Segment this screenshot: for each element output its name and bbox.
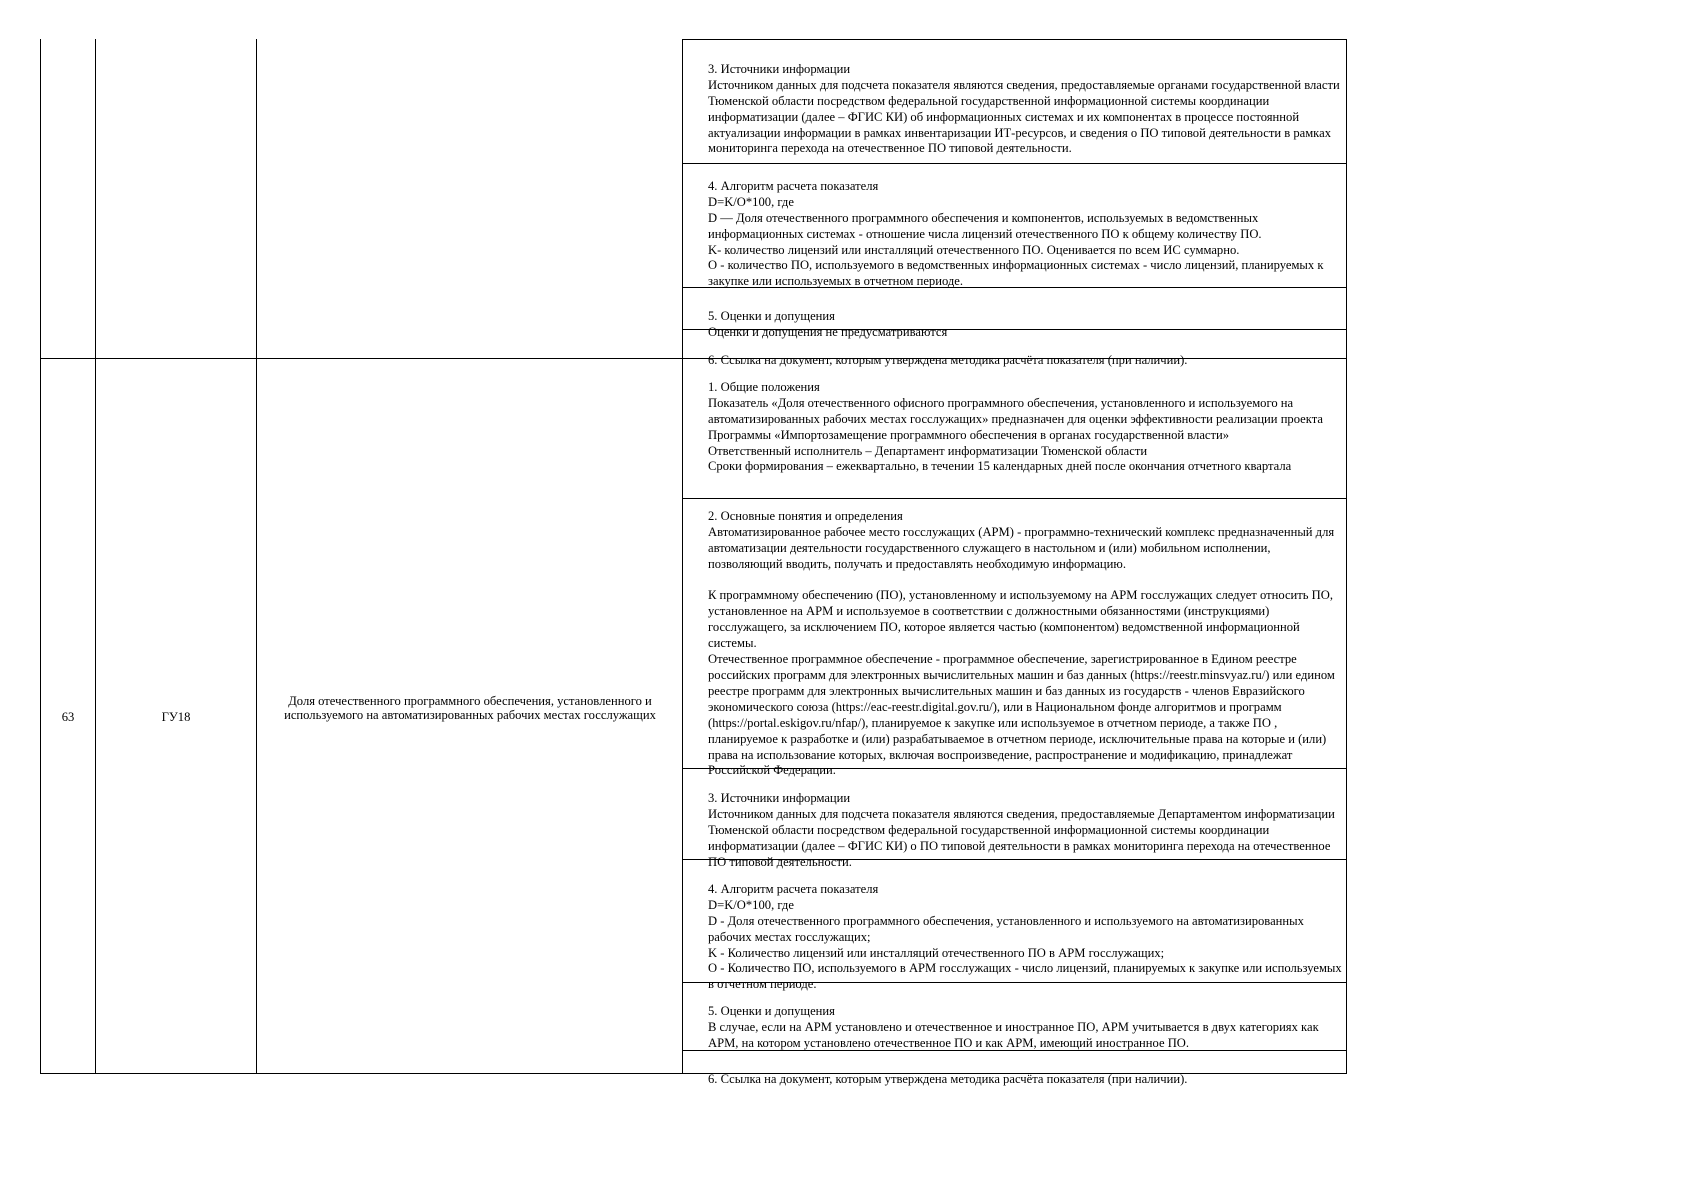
methodology-section-sources xyxy=(708,46,1346,162)
section-title: 5. Оценки и допущения xyxy=(708,308,835,323)
methodology-section-general xyxy=(708,364,1346,497)
section-title: 6. Ссылка на документ, которым утверждена методика расчёта показателя (при наличии). xyxy=(708,352,1188,367)
methodology-section-assumptions xyxy=(708,988,1346,1050)
section-body: Источником данных для подсчета показателя являются сведения, предоставляемые Департаментом информатизации Тюменской области посредством федеральной государственной информационной системы координации информатизации (далее – ФГИС КИ) о ПО типовой деятельности в рамках мониторинга перехода на отечественное ПО типовой деятельности. xyxy=(708,806,1335,869)
methodology-section-reference xyxy=(708,337,1346,367)
section-divider xyxy=(682,39,1347,40)
section-body: D=K/O*100, где D — Доля отечественного программного обеспечения и компонентов, используемых в ведомственных информационных системах - отношение числа лицензий отечественного ПО к общему количеству ПО. K- количество лицензий или инсталляций отечественного ПО. Оценивается по всем ИС суммарно. O - количество ПО, используемого в ведомственных информационных системах - число лицензий, планируемых к закупке или используемых в отчетном периоде. xyxy=(708,194,1324,289)
section-body: Оценки и допущения не предусматриваются xyxy=(708,324,948,339)
section-title: 5. Оценки и допущения xyxy=(708,1003,835,1018)
section-title: 6. Ссылка на документ, которым утверждена методика расчёта показателя (при наличии). xyxy=(708,1071,1188,1086)
section-body: В случае, если на АРМ установлено и отечественное и иностранное ПО, АРМ учитывается в двух категориях как АРМ, на котором установлено отечественное ПО и как АРМ, имеющий иностранное ПО. xyxy=(708,1019,1319,1050)
indicator-name: Доля отечественного программного обеспечения, установленного и используемого на автоматизированных рабочих местах госслужащих xyxy=(284,694,656,723)
indicator-code: ГУ18 xyxy=(161,710,191,724)
methodology-section-algorithm xyxy=(708,163,1346,289)
col-divider-name xyxy=(682,39,683,1074)
section-body: Показатель «Доля отечественного офисного программного обеспечения, установленного и используемого на автоматизированных рабочих местах госслужащих» предназначен для оценки эффективности реализации проекта Программы «Импортозамещение программного обеспечения в органах государственной власти» Ответственный исполнитель – Департамент информатизации Тюменской области Сроки формирования – ежеквартально, в течении 15 календарных дней после окончания отчетного квартала xyxy=(708,395,1323,474)
section-title: 4. Алгоритм расчета показателя xyxy=(708,881,879,896)
col-divider-code xyxy=(256,39,257,1074)
methodology-section-algorithm xyxy=(708,866,1346,992)
methodology-section-definitions xyxy=(708,493,1346,778)
methodology-section-sources xyxy=(708,775,1346,869)
section-title: 4. Алгоритм расчета показателя xyxy=(708,178,879,193)
section-title: 3. Источники информации xyxy=(708,790,851,805)
methodology-section-reference xyxy=(708,1056,1346,1086)
section-title: 3. Источники информации xyxy=(708,61,851,76)
col-divider-number xyxy=(95,39,96,1074)
section-body: Автоматизированное рабочее место госслужащих (АРМ) - программно-технический комплекс предназначенный для автоматизации деятельности государственного служащего в настольном и (или) мобильном исполнении, позволяющий вводить, получать и предоставлять необходимую информацию. К программному обеспечению (ПО), установленному и используемому на АРМ госслужащих следует относить ПО, установленное на АРМ и используемое в соответствии с должностными обязанностями (инструкциями) госслужащего, за исключением ПО, которое является частью (компонентом) ведомственной информационной системы. Отечественное программное обеспечение - программное обеспечение, зарегистрированное в Едином реестре российских программ для электронных вычислительных машин и баз данных (https://reestr.minsvyaz.ru/) или едином реестре программ для электронных вычислительных машин и баз данных из государств - членов Евразийского экономического союза (https://eac-reestr.digital.gov.ru/), или в Национальном фонде алгоритмов и программ (https://portal.eskigov.ru/nfap/), планируемое к закупке или используемое в отчетном периоде, а также ПО , планируемое к разработке и (или) разрабатываемое в отчетном периоде, исключительные права на которые и (или) права на использование которых, включая воспроизведение, распространение и модификацию, принадлежат Российской Федерации. xyxy=(708,524,1335,778)
methodology-section-assumptions xyxy=(708,293,1346,339)
section-title: 1. Общие положения xyxy=(708,379,820,394)
section-body: Источником данных для подсчета показателя являются сведения, предоставляемые органами государственной власти Тюменской области посредством федеральной государственной информационной системы координации информатизации (далее – ФГИС КИ) об информационных системах и их компонентах в процессе постоянной актуализации информации в рамках инвентаризации ИТ-ресурсов, и сведения о ПО типовой деятельности в рамках мониторинга перехода на отечественное ПО типовой деятельности. xyxy=(708,77,1340,156)
section-body: D=K/O*100, где D - Доля отечественного программного обеспечения, установленного и используемого на автоматизированных рабочих местах госслужащих; K - Количество лицензий или инсталляций отечественного ПО в АРМ госслужащих; O - Количество ПО, используемого в АРМ госслужащих - число лицензий, планируемых к закупке или используемых в отчетном периоде. xyxy=(708,897,1342,992)
row-number: 63 xyxy=(61,710,75,724)
section-title: 2. Основные понятия и определения xyxy=(708,508,903,523)
